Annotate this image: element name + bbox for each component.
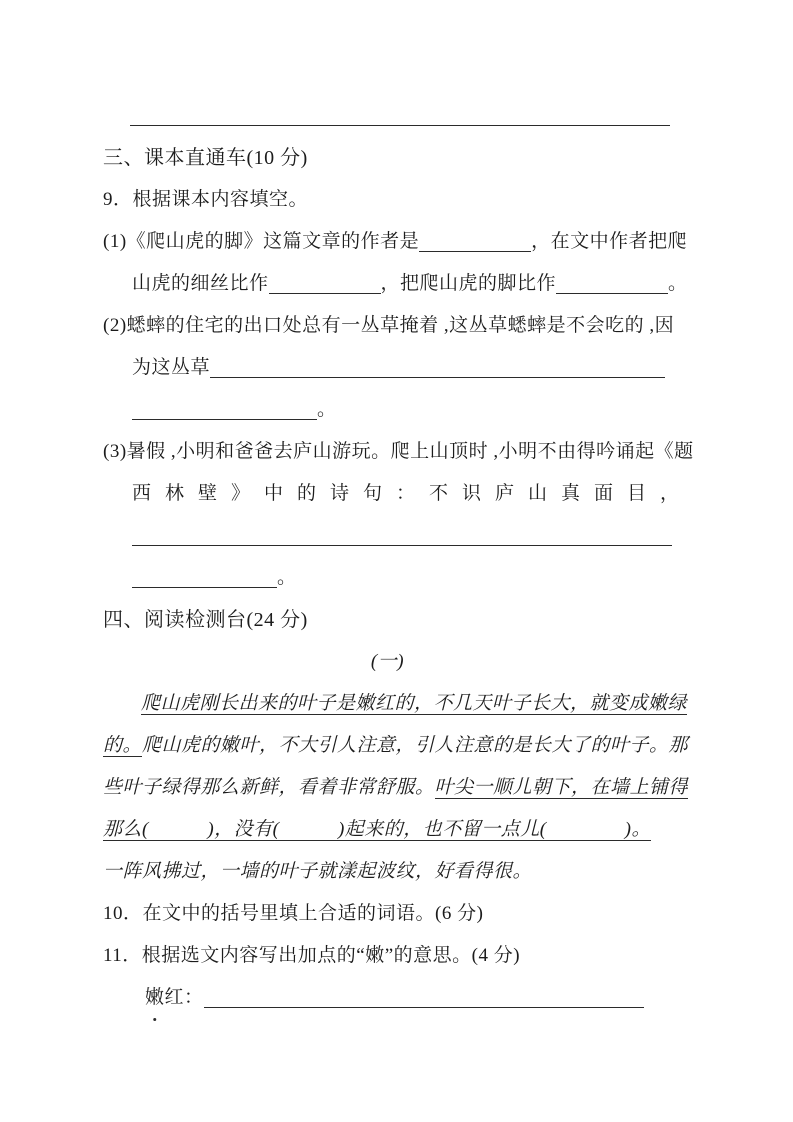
section-3-title: 三、课本直通车(10 分) [103,147,308,169]
text-run: 9．根据课本内容填空。 [103,189,309,210]
underlined-text: 叶尖一顺儿朝下，在墙上铺得 [434,777,689,798]
text-run: 10．在文中的括号里填上合适的词语。(6 分) [103,903,484,924]
question-9-1-line-1 [103,221,693,263]
document-lines [103,95,693,1019]
fill-in-blank [210,351,665,378]
indent-spacer [103,288,132,289]
passage-line-4 [103,809,693,851]
fill-in-blank [132,561,277,588]
text-run: ，把爬山虎的脚比作 [380,273,557,294]
section-3-heading [103,137,693,179]
underlined-text: 那么( )，没有( )起来的，也不留一点儿( )。 [103,819,651,840]
question-11 [103,935,693,977]
fill-in-blank [132,393,317,420]
text-run: 爬山虎的嫩叶，不大引人注意，引人注意的是长大了的叶子。那 [142,735,689,756]
fill-in-blank [204,981,644,1008]
fill-in-blank [132,519,672,546]
text-run: 西林壁》中的诗句：不识庐山真面目， [132,483,694,504]
underlined-text: 的。 [103,735,143,756]
answer-blank-line-top [103,95,693,137]
fill-in-blank [419,225,531,252]
question-9-3-blank-line-1 [103,515,693,557]
question-9-2-line-3 [103,389,693,431]
text-run: 一阵风拂过，一墙的叶子就漾起波纹，好看得很。 [103,861,533,882]
text-run: (2)蟋蟀的住宅的出口处总有一丛草掩着 ,这丛草蟋蟀是不会吃的 ,因 [103,315,675,336]
question-9-3-line-2 [103,473,693,515]
text-run: 。 [668,273,688,294]
indent-spacer [103,372,132,373]
section-4-title: 四、阅读检测台(24 分) [103,609,308,631]
text-run: 11．根据选文内容写出加点的“嫩”的意思。(4 分) [103,945,521,966]
passage-line-5 [103,851,693,893]
text-run: ，在文中作者把爬 [531,231,688,252]
question-9-3-blank-line-2 [103,557,693,599]
question-9-stem [103,179,693,221]
question-9-2-line-2 [103,347,693,389]
passage-line-2 [103,725,693,767]
text-run: 为这丛草 [132,357,211,378]
text-run: 红： [164,987,204,1008]
indent-spacer [103,540,132,541]
indent-spacer [103,414,132,415]
question-9-3-line-1 [103,431,693,473]
text-run: 。 [317,399,337,420]
question-11-answer [103,977,693,1019]
underlined-text: 爬山虎刚长出来的叶子是嫩红的，不几天叶子长大，就变成嫩绿 [141,693,688,714]
text-run: (1)《爬山虎的脚》这篇文章的作者是 [103,231,420,252]
passage-line-1 [103,683,693,725]
indent-spacer [103,120,130,121]
fill-in-blank [269,267,381,294]
text-run: 。 [277,567,297,588]
text-run: 些叶子绿得那么新鲜，看着非常舒服。 [103,777,435,798]
text-run: 山虎的细丝比作 [132,273,269,294]
fill-in-blank [556,267,668,294]
section-4-heading [103,599,693,641]
indent-spacer [103,1002,145,1003]
text-run: (3)暑假 ,小明和爸爸去庐山游玩。爬上山顶时 ,小明不由得吟诵起《题 [103,441,694,462]
indent-spacer [103,708,141,709]
question-10 [103,893,693,935]
question-9-2-line-1 [103,305,693,347]
emphasized-char-nen: 嫩 [145,977,165,1019]
fill-in-blank [130,99,670,126]
passage-number [103,641,672,683]
question-9-1-line-2 [103,263,693,305]
text-run: (一) [370,651,405,672]
passage-line-3 [103,767,693,809]
indent-spacer [103,582,132,583]
indent-spacer [103,498,132,499]
